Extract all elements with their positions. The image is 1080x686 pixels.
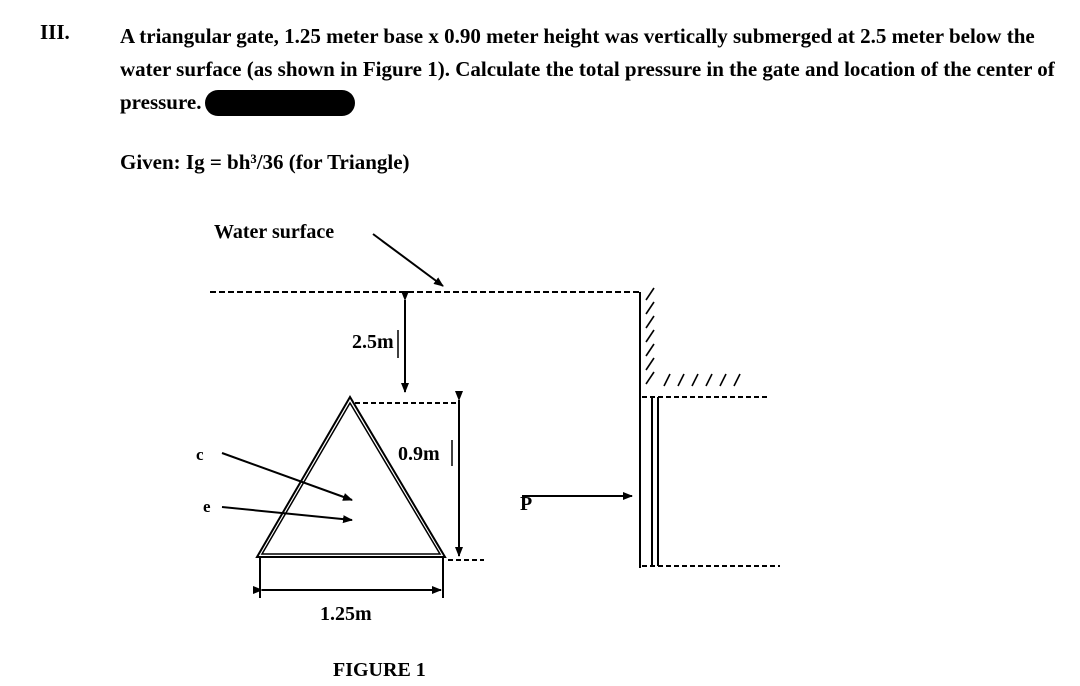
- question-body: A triangular gate, 1.25 meter base x 0.90 meter height was vertically submerged at 2.5 meter below the water surface (as shown in Figure 1). Calculate the total pressure in the gate and location of the center of pressure.: [120, 24, 1055, 114]
- p-label: P: [520, 493, 533, 515]
- figure-caption: FIGURE 1: [333, 659, 426, 681]
- c-arrow: [222, 453, 352, 500]
- wall-hatching: [646, 288, 654, 384]
- given-formula: Given: Ig = bh³/36 (for Triangle): [120, 150, 410, 174]
- water-surface-arrow: [373, 234, 443, 286]
- triangular-gate: [257, 397, 445, 557]
- height-label: 0.9m: [398, 443, 440, 465]
- depth-label: 2.5m: [352, 331, 394, 353]
- ground-hatching: [664, 374, 740, 386]
- triangular-gate-inner: [262, 403, 440, 554]
- e-label: e: [203, 497, 211, 516]
- water-surface-label: Water surface: [214, 221, 335, 243]
- e-arrow: [222, 507, 352, 520]
- base-label: 1.25m: [320, 603, 372, 625]
- c-label: c: [196, 445, 204, 464]
- question-number: III.: [40, 20, 70, 44]
